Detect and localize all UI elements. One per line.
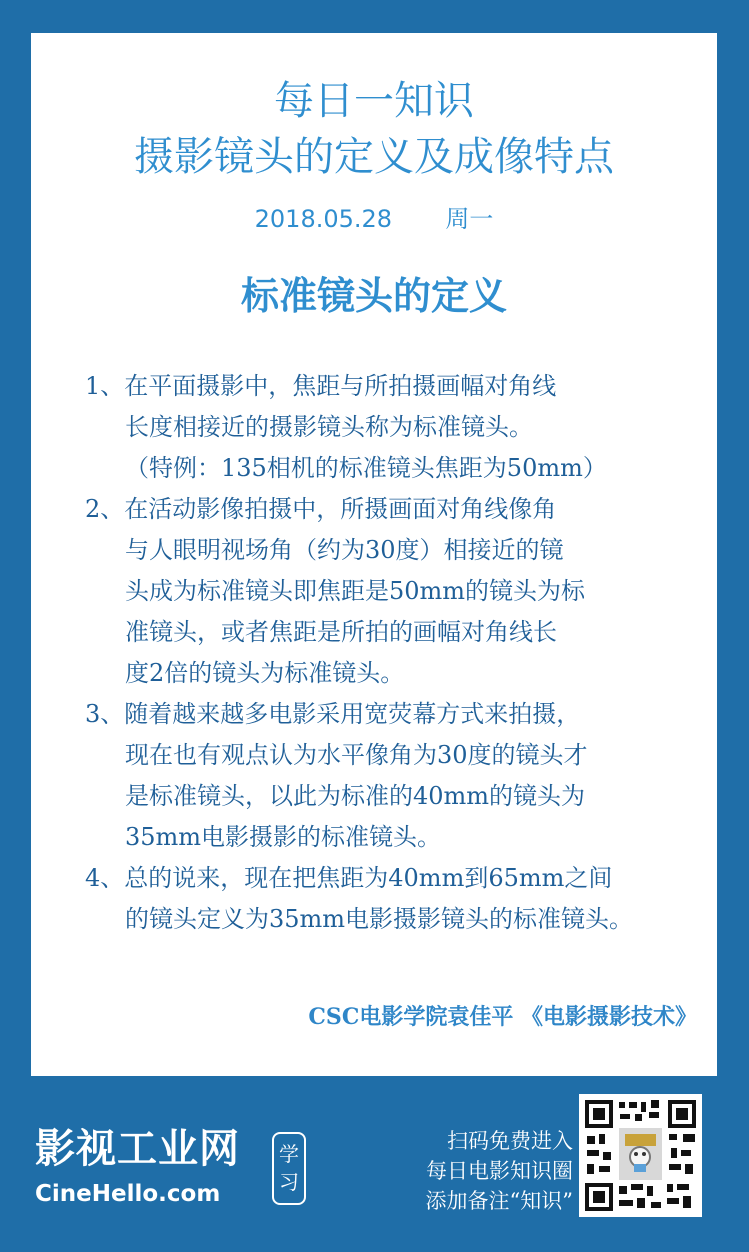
item-line: 度2倍的镜头为标准镜头。 <box>125 659 405 687</box>
item-line: 1、在平面摄影中，焦距与所拍摄画幅对角线 <box>85 372 557 400</box>
content-card <box>31 33 717 1076</box>
definition-item-2 <box>85 489 705 694</box>
item-line: 4、总的说来，现在把焦距为40mm到65mm之间 <box>85 864 613 892</box>
qr-code-graphic <box>579 1094 702 1217</box>
brand-name-en: CineHello.com <box>35 1181 221 1207</box>
source-credit: CSC电影学院袁佳平 《电影摄影技术》 <box>308 1004 697 1030</box>
definition-item-4 <box>85 858 705 940</box>
promo-line-2: 每日电影知识圈 <box>426 1159 573 1183</box>
study-char: 学 <box>279 1142 299 1166</box>
date-line <box>31 204 717 234</box>
item-line: 现在也有观点认为水平像角为30度的镜头才 <box>125 741 588 769</box>
definition-item-1 <box>85 366 705 489</box>
study-char: 习 <box>279 1170 299 1194</box>
date: 2018.05.28 <box>254 205 393 233</box>
promo-line-1: 扫码免费进入 <box>447 1129 573 1153</box>
item-line: （特例：135相机的标准镜头焦距为50mm） <box>125 454 607 482</box>
item-line: 与人眼明视场角（约为30度）相接近的镜 <box>125 536 564 564</box>
title-line-1: 每日一知识 <box>274 78 474 124</box>
item-line: 3、随着越来越多电影采用宽荧幕方式来拍摄， <box>85 700 581 728</box>
definition-list <box>85 366 705 940</box>
item-line: 的镜头定义为35mm电影摄影镜头的标准镜头。 <box>125 905 634 933</box>
item-line: 35mm电影摄影的标准镜头。 <box>125 823 442 851</box>
brand-block <box>35 1127 240 1207</box>
weekday: 周一 <box>445 205 494 233</box>
study-tag <box>272 1132 306 1205</box>
section-title: 标准镜头的定义 <box>240 274 507 318</box>
promo-text <box>345 1126 573 1216</box>
qr-code-icon[interactable] <box>579 1094 702 1217</box>
item-line: 准镜头，或者焦距是所拍的画幅对角线长 <box>125 618 557 646</box>
brand-name-cn: 影视工业网 <box>35 1126 240 1172</box>
item-line: 是标准镜头，以此为标准的40mm的镜头为 <box>125 782 586 810</box>
item-line: 头成为标准镜头即焦距是50mm的镜头为标 <box>125 577 586 605</box>
item-line: 2、在活动影像拍摄中，所摄画面对角线像角 <box>85 495 557 523</box>
promo-line-3: 添加备注“知识” <box>425 1189 573 1213</box>
definition-item-3 <box>85 694 705 858</box>
item-line: 长度相接近的摄影镜头称为标准镜头。 <box>125 413 533 441</box>
title-line-2: 摄影镜头的定义及成像特点 <box>134 134 614 180</box>
